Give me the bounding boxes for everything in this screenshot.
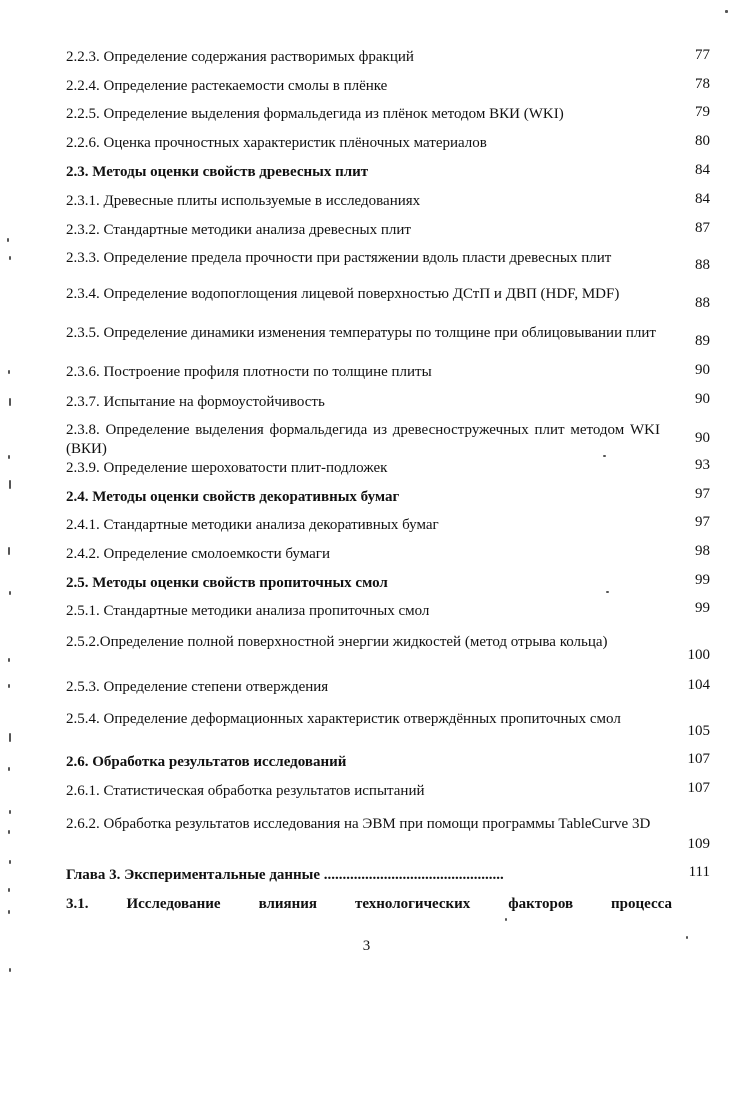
toc-entry-title: 2.6.2. Обработка результатов исследования на ЭВМ при помощи программы TableCurve 3D <box>66 816 651 832</box>
toc-entry-page: 97 <box>695 514 710 530</box>
toc-entry-page: 93 <box>695 457 710 473</box>
toc-entry-page: 87 <box>695 220 710 236</box>
toc-entry-page: 90 <box>695 391 710 407</box>
scan-speck <box>9 733 11 742</box>
toc-entry-page: 99 <box>695 572 710 588</box>
scan-speck <box>603 455 606 457</box>
scan-speck <box>606 591 609 593</box>
toc-entry-title: 2.2.6. Оценка прочностных характеристик плёночных материалов <box>66 135 487 151</box>
toc-entry-page: 97 <box>695 486 710 502</box>
toc-entry <box>66 103 710 122</box>
toc-entry-page: 78 <box>695 76 710 92</box>
toc-entry <box>66 46 710 65</box>
toc-entry-title: 2.3.3. Определение предела прочности при растяжении вдоль пласти древесных плит <box>66 250 612 266</box>
scan-speck <box>8 370 10 374</box>
scan-speck <box>8 910 10 914</box>
toc-entry-page: 105 <box>687 723 710 739</box>
toc-entry-page: 109 <box>687 836 710 852</box>
scan-speck <box>9 480 11 489</box>
scan-speck <box>9 398 11 406</box>
scan-speck <box>8 547 10 555</box>
toc-entry <box>66 390 710 409</box>
toc-entry <box>66 132 710 151</box>
scan-speck <box>9 810 11 814</box>
toc-entry-page: 88 <box>695 295 710 311</box>
scan-speck <box>725 10 728 13</box>
toc-entry-page: 90 <box>695 430 710 446</box>
scan-speck <box>8 658 10 662</box>
toc-entry <box>66 247 710 285</box>
toc-entry <box>66 705 710 750</box>
page-number: 3 <box>362 938 371 954</box>
toc-section-heading <box>66 571 710 590</box>
toc-entry-page: 84 <box>695 191 710 207</box>
toc-entry-page: 84 <box>695 162 710 178</box>
toc-entry-title: 2.5.3. Определение степени отверждения <box>66 679 329 695</box>
toc-section-heading <box>66 485 710 504</box>
scan-speck <box>8 888 10 892</box>
toc-entry-title: Глава 3. Экспериментальные данные ................................................ <box>66 867 504 883</box>
toc-entry-page: 90 <box>695 362 710 378</box>
toc-entry-title: 2.3.9. Определение шероховатости плит-подложек <box>66 460 388 476</box>
toc-entry-title: 2.3. Методы оценки свойств древесных плит <box>66 164 369 180</box>
scan-speck <box>9 256 11 260</box>
toc-entry <box>66 599 710 618</box>
toc-entry <box>66 190 710 209</box>
toc-section-heading <box>66 893 710 912</box>
toc-entry-title: 2.2.3. Определение содержания растворимых фракций <box>66 49 414 65</box>
toc-entry-page: 100 <box>687 647 710 663</box>
toc-entry <box>66 361 710 380</box>
toc-entry-title: 2.6. Обработка результатов исследований <box>66 754 347 770</box>
scan-speck <box>8 455 10 459</box>
toc-entry <box>66 283 710 321</box>
scan-speck <box>9 860 11 864</box>
toc-entry <box>66 322 710 360</box>
toc-entry-title: 2.3.5. Определение динамики изменения температуры по толщине при облицовывании плит <box>66 325 656 341</box>
toc-entry-title: 2.3.7. Испытание на формоустойчивость <box>66 394 325 410</box>
toc-entry <box>66 219 710 238</box>
scan-speck <box>8 830 10 834</box>
toc-entry-title: 2.5.4. Определение деформационных характеристик отверждённых пропиточных смол <box>66 711 621 727</box>
toc-entry <box>66 542 710 561</box>
toc-entry-title: 2.2.5. Определение выделения формальдегида из плёнок методом ВКИ (WKI) <box>66 106 564 122</box>
toc-entry <box>66 676 710 695</box>
toc-entry <box>66 75 710 94</box>
toc-entry-page: 80 <box>695 133 710 149</box>
toc-entry-title: 2.3.6. Построение профиля плотности по толщине плиты <box>66 364 432 380</box>
toc-entry <box>66 808 710 858</box>
toc-entry-title: 2.3.8. Определение выделения формальдегида из древесностружечных плит методом WKI (ВКИ) <box>66 422 660 457</box>
scan-speck <box>686 936 688 939</box>
toc-chapter-heading <box>66 863 710 882</box>
toc-entry-title: 2.4.1. Стандартные методики анализа декоративных бумаг <box>66 517 439 533</box>
toc-entry-title: 2.4.2. Определение смолоемкости бумаги <box>66 546 330 562</box>
toc-entry-page: 104 <box>687 677 710 693</box>
scan-speck <box>7 238 9 242</box>
scan-speck <box>8 684 10 688</box>
toc-entry-title: 2.5.2.Определение полной поверхностной энергии жидкостей (метод отрыва кольца) <box>66 634 608 650</box>
scan-speck <box>505 918 507 921</box>
toc-entry-page: 99 <box>695 600 710 616</box>
scan-speck <box>8 767 10 771</box>
toc-entry <box>66 628 710 673</box>
toc-entry <box>66 456 710 475</box>
toc-entry-page: 89 <box>695 333 710 349</box>
toc-entry-page: 107 <box>687 751 710 767</box>
toc-entry-title: 2.4. Методы оценки свойств декоративных бумаг <box>66 489 400 505</box>
toc-entry <box>66 419 710 457</box>
toc-entry-page: 111 <box>688 864 710 880</box>
toc-entry-title: 2.3.1. Древесные плиты используемые в исследованиях <box>66 193 421 209</box>
toc-entry-page: 77 <box>695 47 710 63</box>
toc-section-heading <box>66 161 710 180</box>
scan-speck <box>9 591 11 595</box>
toc-entry-page: 79 <box>695 104 710 120</box>
toc-entry <box>66 513 710 532</box>
toc-entry-page: 107 <box>687 780 710 796</box>
toc-entry-title: 2.5. Методы оценки свойств пропиточных смол <box>66 575 388 591</box>
scan-speck <box>9 968 11 972</box>
toc-entry-title: 2.5.1. Стандартные методики анализа пропиточных смол <box>66 603 430 619</box>
toc-section-heading <box>66 750 710 769</box>
toc-entry-title: 3.1. Исследование влияния технологических факторов процесса <box>66 896 672 912</box>
toc-entry-title: 2.2.4. Определение растекаемости смолы в плёнке <box>66 78 388 94</box>
toc-entry-title: 2.3.2. Стандартные методики анализа древесных плит <box>66 222 411 238</box>
toc-entry <box>66 779 710 798</box>
toc-entry-title: 2.6.1. Статистическая обработка результатов испытаний <box>66 783 425 799</box>
toc-entry-page: 88 <box>695 257 710 273</box>
toc-entry-title: 2.3.4. Определение водопоглощения лицевой поверхностью ДСтП и ДВП (HDF, MDF) <box>66 286 620 302</box>
toc-entry-page: 98 <box>695 543 710 559</box>
